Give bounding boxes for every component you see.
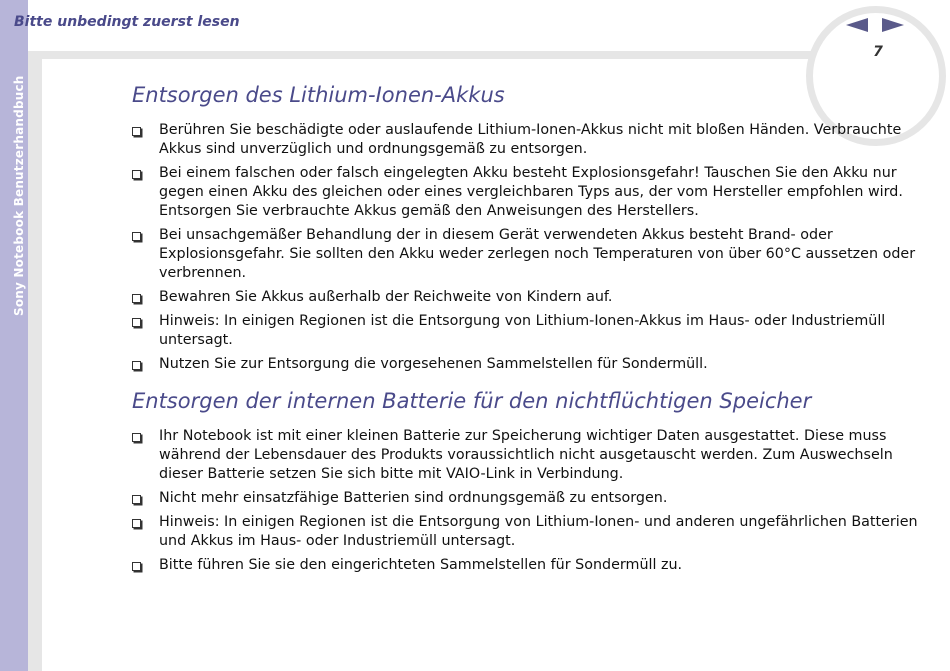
bullet-icon [132, 127, 141, 136]
list-item-text: Ihr Notebook ist mit einer kleinen Batterie zur Speicherung wichtiger Daten ausgestattet. Diese muss während der Lebensdauer des Produkts voraussichtlich nicht ausgetauscht werden. Zum Auswechseln dieser Batterie setzen Sie sich bitte mit VAIO-Link in Verbindung. [159, 428, 893, 482]
arrow-left-icon[interactable] [846, 18, 868, 32]
sidebar-label: Sony Notebook Benutzerhandbuch [12, 75, 26, 316]
list-item-text: Bei einem falschen oder falsch eingelegten Akku besteht Explosionsgefahr! Tauschen Sie den Akku nur gegen einen Akku des gleichen oder eines vergleichbaren Typs aus, der vom Hersteller empfohlen wird. Entsorgen Sie verbrauchte Akkus gemäß den Anweisungen des Herstellers. [159, 165, 903, 219]
list-item [132, 121, 932, 159]
sidebar [0, 0, 28, 671]
bullet-icon [132, 495, 141, 504]
list-item-text: Bitte führen Sie sie den eingerichteten Sammelstellen für Sondermüll zu. [159, 557, 683, 573]
bullet-icon [132, 433, 141, 442]
list-item [132, 513, 932, 551]
main-content [132, 82, 932, 580]
list-item-text: Nutzen Sie zur Entsorgung die vorgesehenen Sammelstellen für Sondermüll. [159, 356, 708, 372]
bullet-icon [132, 170, 141, 179]
list-item [132, 355, 932, 374]
bullet-icon [132, 519, 141, 528]
page-number: 7 [873, 44, 883, 60]
list-item-text: Nicht mehr einsatzfähige Batterien sind ordnungsgemäß zu entsorgen. [159, 490, 668, 506]
section-title-lithium: Entsorgen des Lithium-Ionen-Akkus [132, 83, 505, 107]
bullet-list-batterie [132, 427, 932, 575]
list-item [132, 288, 932, 307]
bullet-icon [132, 318, 141, 327]
bullet-icon [132, 232, 141, 241]
list-item [132, 427, 932, 484]
list-item-text: Bewahren Sie Akkus außerhalb der Reichweite von Kindern auf. [159, 289, 613, 305]
header-title: Bitte unbedingt zuerst lesen [14, 14, 240, 30]
list-item [132, 164, 932, 221]
list-item [132, 312, 932, 350]
list-item-text: Berühren Sie beschädigte oder auslaufende Lithium-Ionen-Akkus nicht mit bloßen Händen. Verbrauchte Akkus sind unverzüglich und ordnungsgemäß zu entsorgen. [159, 122, 902, 157]
bullet-icon [132, 361, 141, 370]
arrow-right-icon[interactable] [882, 18, 904, 32]
list-item-text: Bei unsachgemäßer Behandlung der in diesem Gerät verwendeten Akkus besteht Brand- oder Explosionsgefahr. Sie sollten den Akku weder zerlegen noch Temperaturen von über 60°C aussetzen oder verbrennen. [159, 227, 916, 281]
list-item-text: Hinweis: In einigen Regionen ist die Entsorgung von Lithium-Ionen- und anderen ungefährlichen Batterien und Akkus im Haus- oder Industriemüll untersagt. [159, 514, 918, 549]
bullet-list-lithium [132, 121, 932, 374]
left-divider [28, 51, 42, 671]
list-item [132, 556, 932, 575]
top-divider [28, 51, 828, 59]
list-item [132, 226, 932, 283]
bullet-icon [132, 562, 141, 571]
list-item [132, 489, 932, 508]
section-title-batterie: Entsorgen der internen Batterie für den nichtflüchtigen Speicher [132, 389, 812, 413]
list-item-text: Hinweis: In einigen Regionen ist die Entsorgung von Lithium-Ionen-Akkus im Haus- oder Industriemüll untersagt. [159, 313, 886, 348]
bullet-icon [132, 294, 141, 303]
